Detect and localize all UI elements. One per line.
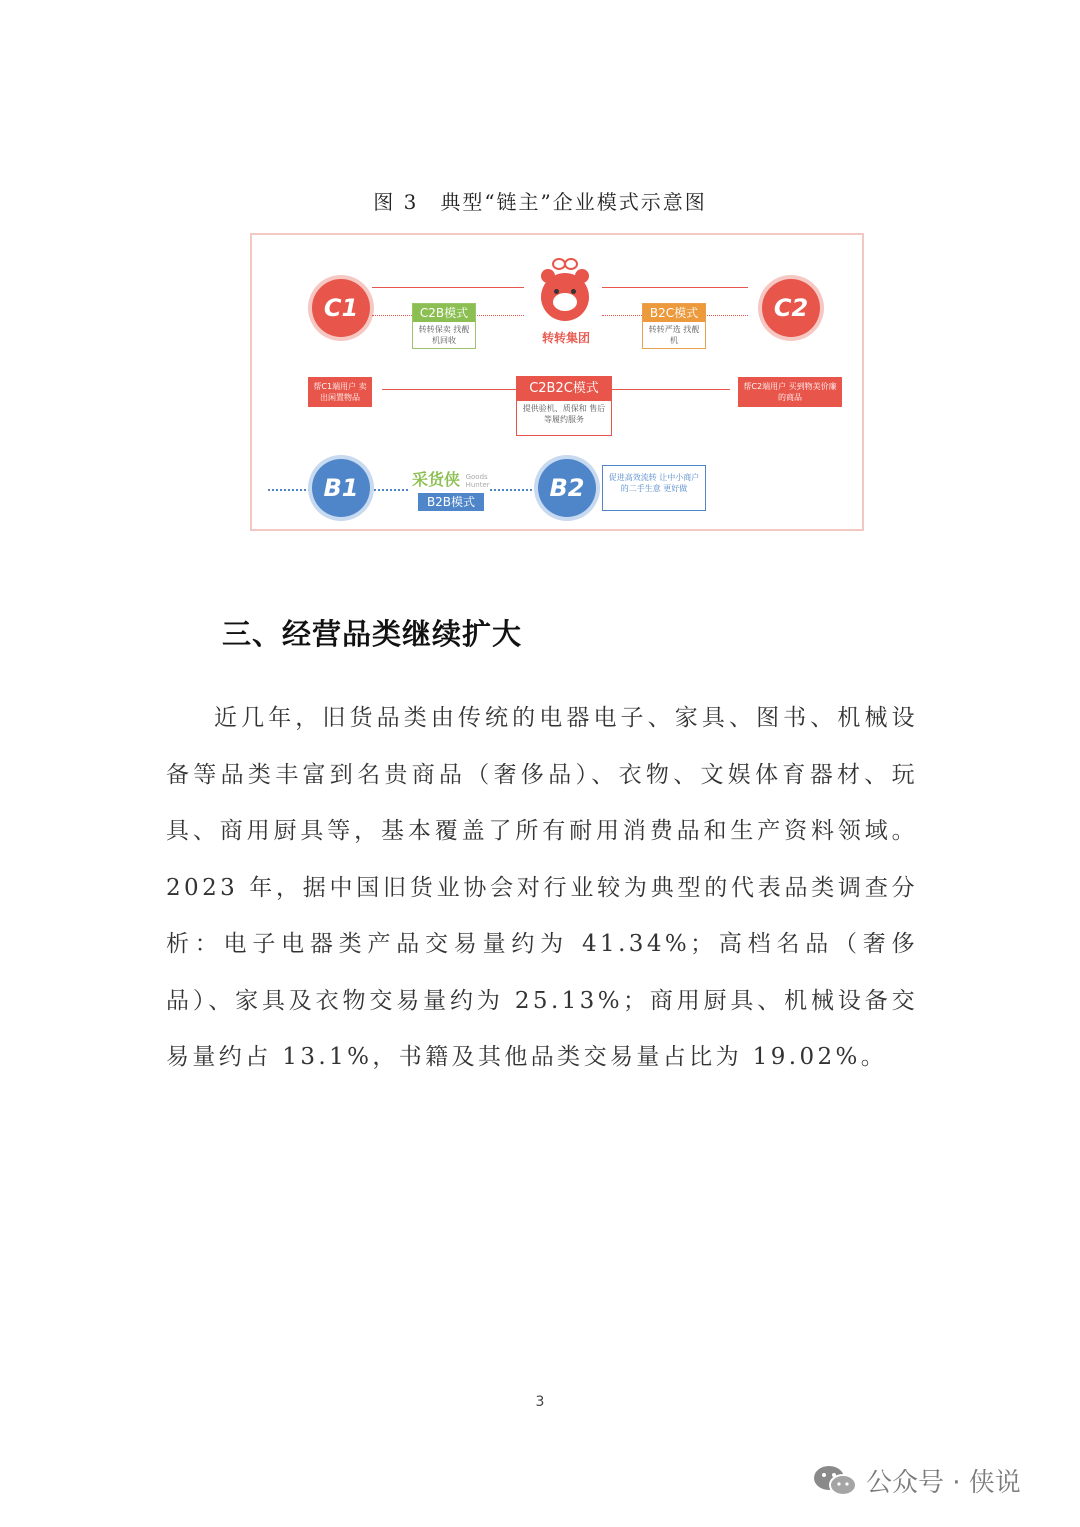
chain-leader-model-diagram xyxy=(250,233,864,531)
c1-circle: C1 xyxy=(312,279,370,337)
b2c-box xyxy=(642,303,706,349)
goods-hunter-name: 采货侠 xyxy=(412,470,461,489)
page-number: 3 xyxy=(535,1394,545,1410)
body-paragraph: 近几年，旧货品类由传统的电器电子、家具、图书、机械设备等品类丰富到名贵商品（奢侈品）、衣物、文娱体育器材、玩具、商用厨具等，基本覆盖了所有耐用消费品和生产资料领域。2023 年，据中国旧货业协会对行业较为典型的代表品类调查分析：电子电器类产品交易量约为 41.34%；高档名品（奢侈品）、家具及衣物交易量约为 25.13%；商用厨具、机械设备交易量约占 13.1%，书籍及其他品类交易量占比为 19.02%。 xyxy=(166,705,918,1070)
help-c1-box: 帮C1端用户 卖出闲置物品 xyxy=(308,377,372,407)
arrow-to-help-c2 xyxy=(612,389,730,390)
wechat-icon xyxy=(812,1464,858,1498)
arrow-b1-to-b2b xyxy=(374,489,408,491)
arrow-c1-top xyxy=(372,287,524,288)
figure-caption: 图 3 典型“链主”企业模式示意图 xyxy=(373,190,707,214)
arrow-into-b1 xyxy=(268,489,310,491)
arrow-brand-top xyxy=(602,287,748,288)
help-c2-box: 帮C2端用户 买到物美价廉的商品 xyxy=(738,377,842,407)
b2-circle: B2 xyxy=(538,459,596,517)
b2c-title: B2C模式 xyxy=(643,304,705,322)
watermark-text: 公众号 · 侠说 xyxy=(866,1468,1021,1498)
arrow-to-help-c1 xyxy=(382,389,516,390)
b2b-label: B2B模式 xyxy=(418,493,484,511)
arrow-b2b-to-b2 xyxy=(490,489,532,491)
c2b-box xyxy=(412,303,476,349)
bow-icon xyxy=(552,257,578,271)
c2b2c-box xyxy=(516,376,612,436)
b1-circle: B1 xyxy=(312,459,370,517)
brand-name: 转转集团 xyxy=(541,331,590,345)
c2b2c-desc: 提供验机、质保和 售后等履约服务 xyxy=(522,404,606,424)
goods-hunter-en: Goods Hunter xyxy=(465,472,490,489)
watermark xyxy=(812,1462,1021,1499)
c2b2c-title: C2B2C模式 xyxy=(517,377,611,401)
section-heading: 三、经营品类继续扩大 xyxy=(222,617,523,651)
c2-circle: C2 xyxy=(762,279,820,337)
c2b-desc: 转转保卖 找靓机回收 xyxy=(418,325,470,345)
b2c-desc: 转转严选 找靓机 xyxy=(648,325,700,345)
zhuanzhuan-bear-logo xyxy=(541,273,589,321)
goods-hunter-logo xyxy=(412,467,496,490)
b2-desc-box: 促进高效流转 让中小商户的二手生意 更好做 xyxy=(602,465,706,511)
c2b-title: C2B模式 xyxy=(413,304,475,322)
